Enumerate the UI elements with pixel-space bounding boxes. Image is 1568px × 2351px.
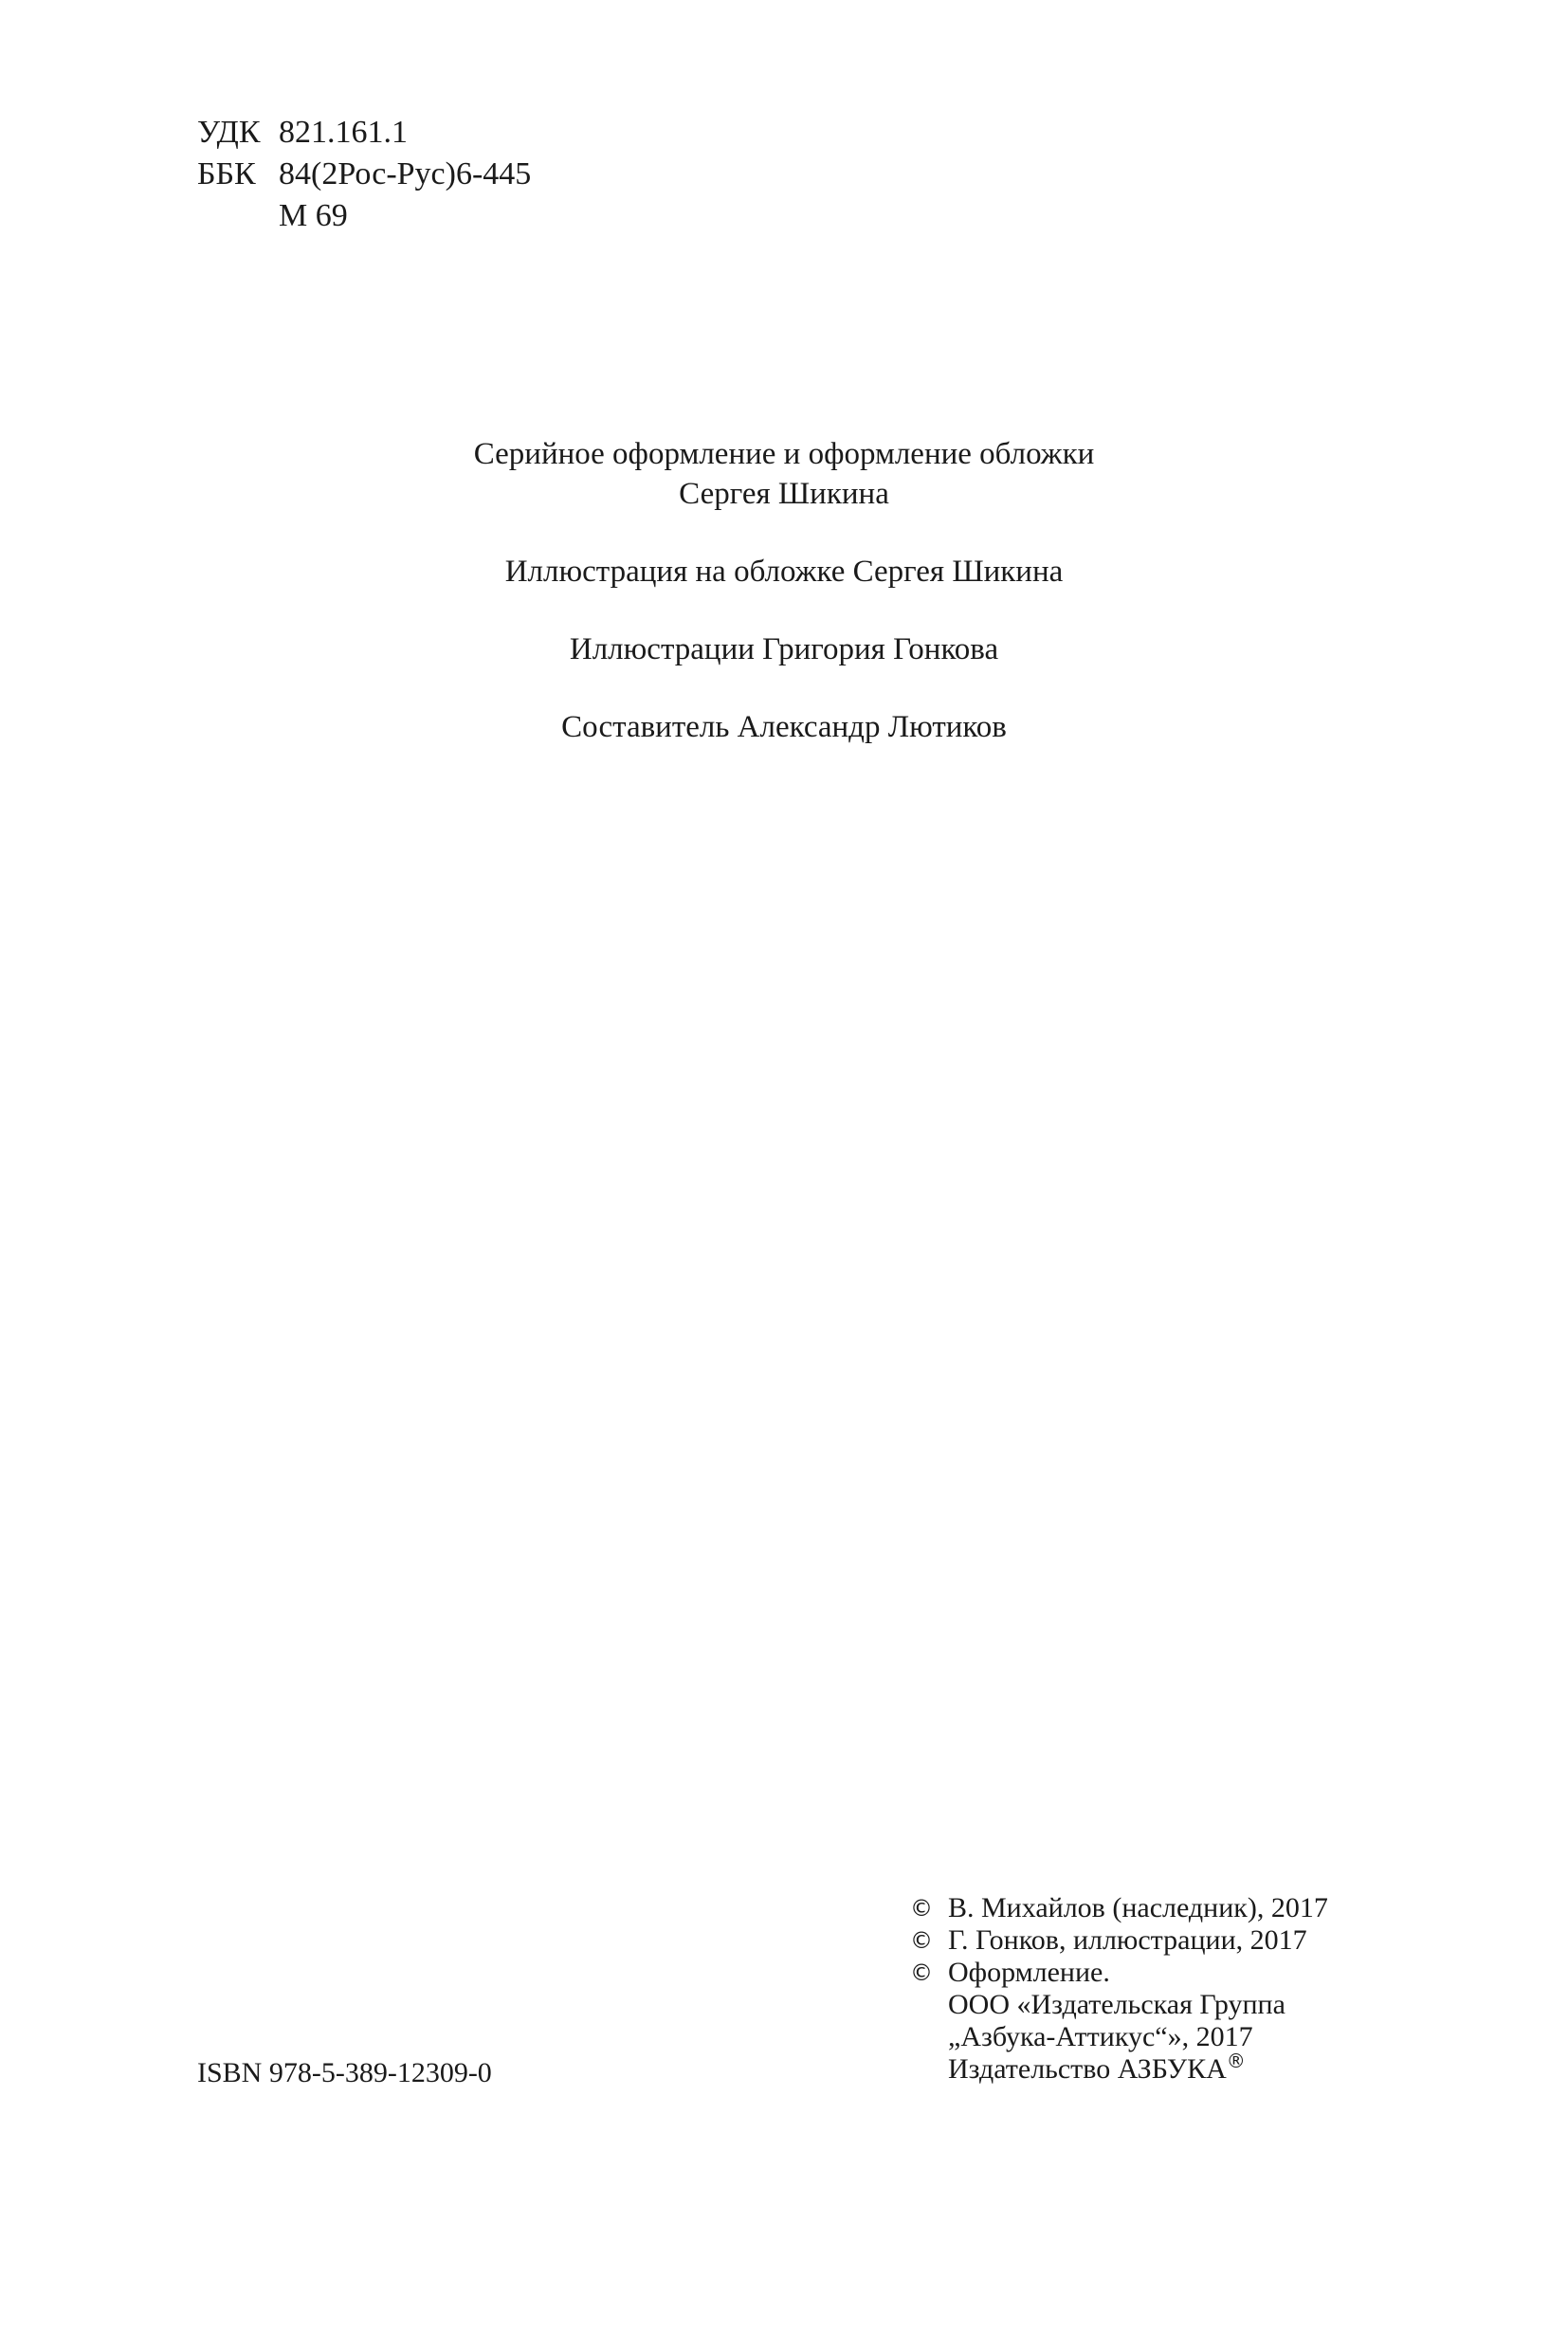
udk-value: 821.161.1: [279, 115, 408, 150]
cover-illustration-line: Иллюстрация на обложке Сергея Шикина: [504, 555, 1064, 589]
copyright-entry-author-text: В. Михайлов (наследник), 2017: [948, 1892, 1328, 1923]
copyright-icon: ©: [910, 1895, 933, 1922]
isbn: ISBN 978-5-389-12309-0: [197, 2057, 492, 2088]
credits-block: [0, 434, 1568, 785]
copyright-design-line1: Оформление.: [948, 1957, 1110, 1988]
illustrations-credit: [0, 629, 1568, 669]
publisher-name: Издательство АЗБУКА: [948, 2053, 1227, 2085]
bbk-row: [197, 154, 531, 195]
udk-label: УДК: [197, 115, 261, 150]
author-mark-row: [197, 195, 531, 237]
copyright-icon: ©: [910, 1959, 933, 1986]
copyright-design-line4: [948, 2050, 1285, 2086]
copyright-entry-author: [910, 1892, 1328, 1924]
series-design-line1: Серийное оформление и оформление обложки: [473, 437, 1095, 471]
author-mark: М 69: [279, 198, 348, 233]
copyright-entry-design: [910, 1957, 1328, 2086]
copyright-entry-illustrations-text: Г. Гонков, иллюстрации, 2017: [948, 1924, 1307, 1956]
compiler-credit: [0, 707, 1568, 747]
series-design-line2: Сергея Шикина: [679, 477, 889, 511]
copyright-entry-illustrations: [910, 1924, 1328, 1957]
registered-trademark-icon: ®: [1226, 2050, 1246, 2072]
udk-row: [197, 112, 531, 154]
copyright-icon: ©: [910, 1927, 933, 1954]
cover-illustration-credit: [0, 552, 1568, 592]
series-design-credit: [0, 434, 1568, 514]
classification-block: [197, 112, 531, 237]
bbk-label: ББК: [197, 156, 256, 191]
copyright-design-line3: „Азбука-Аттикус“», 2017: [948, 2021, 1253, 2052]
copyright-notices: [910, 1892, 1328, 2086]
copyright-design-line2: ООО «Издательская Группа: [948, 1989, 1285, 2020]
illustrations-line: Иллюстрации Григория Гонкова: [569, 632, 999, 666]
bbk-value: 84(2Рос-Рус)6-445: [279, 156, 532, 191]
compiler-line: Составитель Александр Лютиков: [561, 710, 1007, 744]
